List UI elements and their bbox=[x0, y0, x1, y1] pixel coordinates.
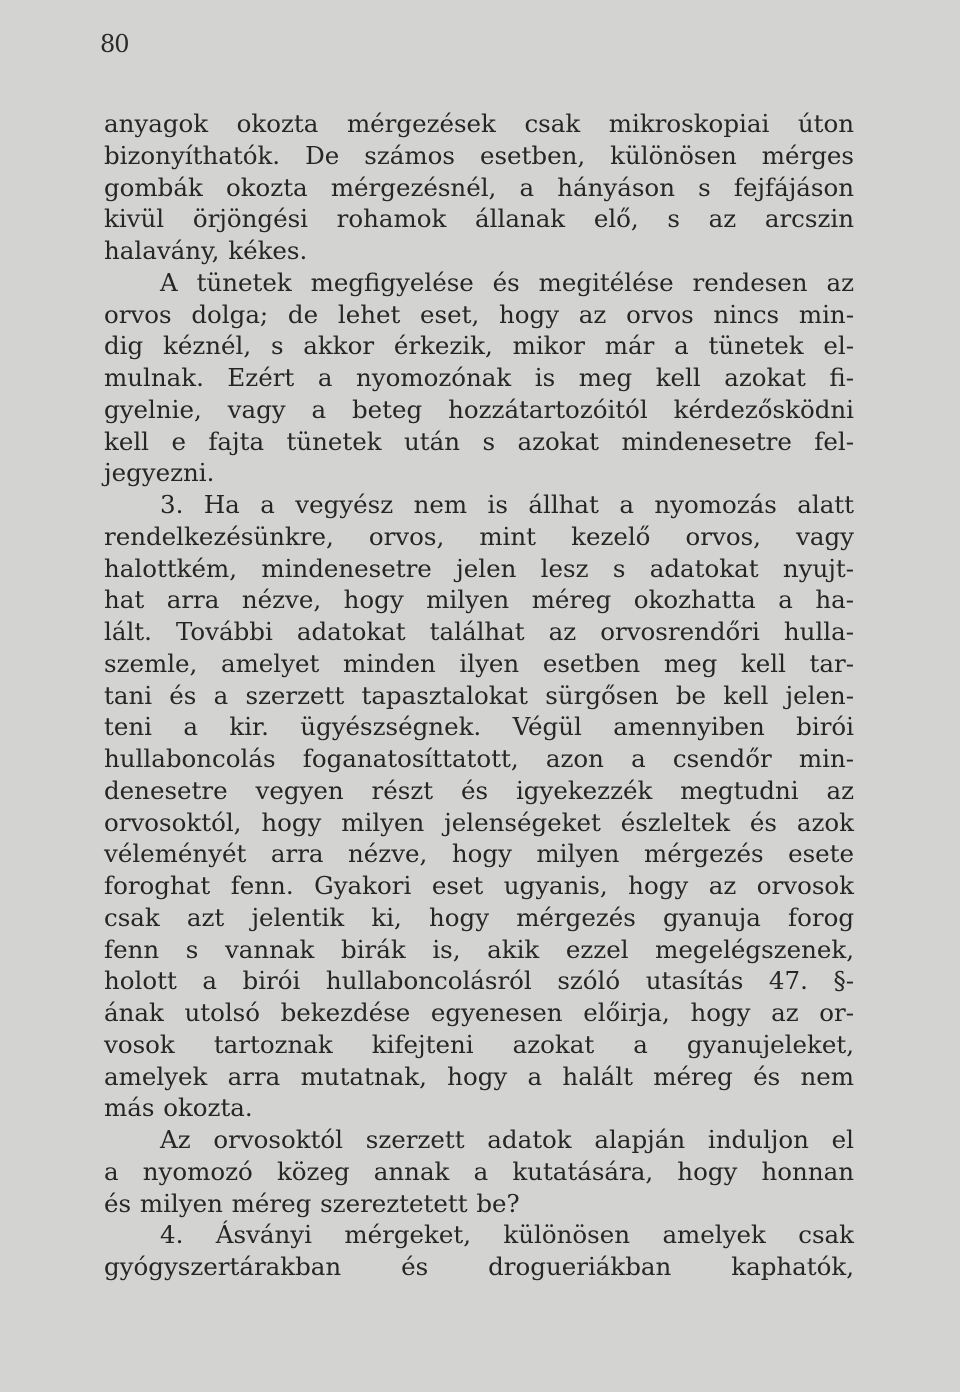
body-text bbox=[104, 108, 854, 1283]
text-line: a nyomozó közeg annak a kutatására, hogy honnan bbox=[104, 1156, 854, 1186]
text-line: vosok tartoznak kifejteni azokat a gyanujeleket, bbox=[104, 1029, 854, 1059]
text-line: fenn s vannak birák is, akik ezzel megelégszenek, bbox=[104, 934, 854, 964]
text-line: 4. Ásványi mérgeket, különösen amelyek csak bbox=[160, 1220, 854, 1250]
text-line: más okozta. bbox=[104, 1093, 253, 1123]
page-number: 80 bbox=[100, 30, 129, 58]
text-line: 3. Ha a vegyész nem is állhat a nyomozás alatt bbox=[160, 490, 854, 519]
text-line: gyelnie, vagy a beteg hozzátartozóitól kérdezősködni bbox=[104, 394, 854, 424]
text-line: csak azt jelentik ki, hogy mérgezés gyanuja forog bbox=[104, 902, 854, 932]
text-line: orvos dolga; de lehet eset, hogy az orvos nincs min- bbox=[104, 299, 854, 329]
text-line: holott a birói hullaboncolásról szóló utasítás 47. §- bbox=[104, 966, 854, 996]
text-line: halavány, kékes. bbox=[104, 236, 308, 265]
text-line: teni a kir. ügyészségnek. Végül amennyiben birói bbox=[104, 712, 854, 742]
text-line: véleményét arra nézve, hogy milyen mérgezés esete bbox=[104, 839, 854, 869]
text-line: amelyek arra mutatnak, hogy a halált méreg és nem bbox=[104, 1061, 854, 1091]
text-line: kell e fajta tünetek után s azokat mindenesetre fel- bbox=[104, 426, 854, 456]
text-line: hat arra nézve, hogy milyen méreg okozhatta a ha- bbox=[104, 585, 854, 615]
text-line: Az orvosoktól szerzett adatok alapján induljon el bbox=[160, 1125, 854, 1154]
text-line: rendelkezésünkre, orvos, mint kezelő orvos, vagy bbox=[104, 521, 854, 551]
text-line: gombák okozta mérgezésnél, a hányáson s fejfájáson bbox=[104, 172, 854, 202]
text-line: tani és a szerzett tapasztalokat sürgősen be kell jelen- bbox=[104, 680, 854, 710]
text-line: jegyezni. bbox=[104, 458, 215, 488]
text-line: dig kéznél, s akkor érkezik, mikor már a tünetek el- bbox=[104, 331, 854, 361]
text-line: szemle, amelyet minden ilyen esetben meg kell tar- bbox=[104, 648, 854, 678]
text-line: denesetre vegyen részt és igyekezzék megtudni az bbox=[104, 775, 854, 805]
text-line: kivül örjöngési rohamok állanak elő, s az arcszin bbox=[104, 204, 854, 234]
text-line: bizonyíthatók. De számos esetben, különösen mérges bbox=[104, 140, 854, 170]
text-line: A tünetek megfigyelése és megitélése rendesen az bbox=[160, 267, 854, 297]
text-line: lált. További adatokat találhat az orvosrendőri hulla- bbox=[104, 617, 854, 646]
text-line: anyagok okozta mérgezések csak mikroskopiai úton bbox=[104, 109, 854, 138]
text-line: foroghat fenn. Gyakori eset ugyanis, hogy az orvosok bbox=[104, 871, 854, 900]
text-line: orvosoktól, hogy milyen jelenségeket észleltek és azok bbox=[104, 807, 854, 837]
text-line: gyógyszertárakban és drogueriákban kaphatók, bbox=[104, 1252, 854, 1281]
text-line: halottkém, mindenesetre jelen lesz s adatokat nyujt- bbox=[104, 553, 854, 583]
text-line: mulnak. Ezért a nyomozónak is meg kell azokat fi- bbox=[104, 363, 854, 392]
text-line: ának utolsó bekezdése egyenesen előirja, hogy az or- bbox=[104, 998, 854, 1027]
text-line: és milyen méreg szereztetett be? bbox=[104, 1188, 520, 1218]
text-line: hullaboncolás foganatosíttatott, azon a csendőr min- bbox=[104, 744, 854, 773]
